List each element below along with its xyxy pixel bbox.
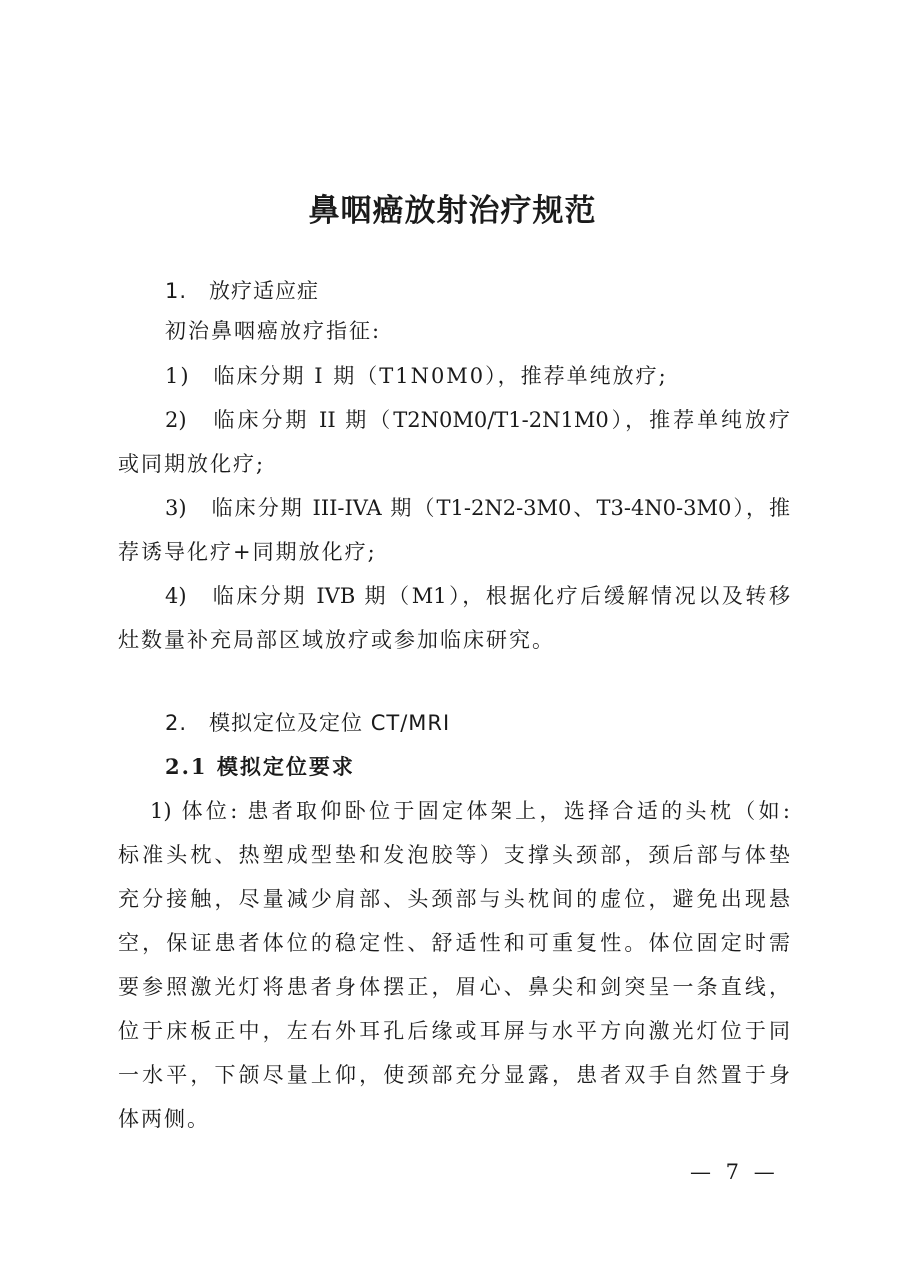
paragraph-line: 标准头枕、热塑成型垫和发泡胶等）支撑头颈部，颈后部与体垫 <box>118 843 790 867</box>
page-number: — 7 — <box>690 1160 779 1184</box>
paragraph-line: 充分接触，尽量减少肩部、头颈部与头枕间的虚位，避免出现悬 <box>118 887 790 911</box>
text-line: 或同期放化疗; <box>118 452 266 476</box>
text-line: 初治鼻咽癌放疗指征: <box>165 319 382 343</box>
list-item: 3) 临床分期 III-IVA 期（T1-2N2-3M0、T3-4N0-3M0），推 <box>165 496 790 520</box>
subsection-heading: 2.1 模拟定位要求 <box>165 754 355 779</box>
section-heading: 2. 模拟定位及定位 CT/MRI <box>165 711 451 735</box>
paragraph-line: 空，保证患者体位的稳定性、舒适性和可重复性。体位固定时需 <box>118 931 790 955</box>
list-item: 2) 临床分期 II 期（T2N0M0/T1-2N1M0），推荐单纯放疗 <box>165 408 790 432</box>
list-item: 4) 临床分期 IVB 期（M1），根据化疗后缓解情况以及转移 <box>165 584 790 608</box>
paragraph-line: 体两侧。 <box>118 1107 210 1131</box>
text-line: 灶数量补充局部区域放疗或参加临床研究。 <box>118 628 555 652</box>
text-line: 荐诱导化疗+同期放化疗; <box>118 540 377 564</box>
paragraph-line: 位于床板正中，左右外耳孔后缘或耳屏与水平方向激光灯位于同 <box>118 1019 790 1043</box>
section-heading: 1. 放疗适应症 <box>165 279 320 303</box>
document-title: 鼻咽癌放射治疗规范 <box>308 193 597 229</box>
list-item: 1) 临床分期 I 期（T1N0M0），推荐单纯放疗; <box>165 364 668 388</box>
paragraph-line: 要参照激光灯将患者身体摆正，眉心、鼻尖和剑突呈一条直线， <box>118 975 790 999</box>
paragraph-line: 1) 体位: 患者取仰卧位于固定体架上，选择合适的头枕（如: <box>150 799 790 823</box>
paragraph-line: 一水平，下颌尽量上仰，使颈部充分显露，患者双手自然置于身 <box>118 1063 790 1087</box>
